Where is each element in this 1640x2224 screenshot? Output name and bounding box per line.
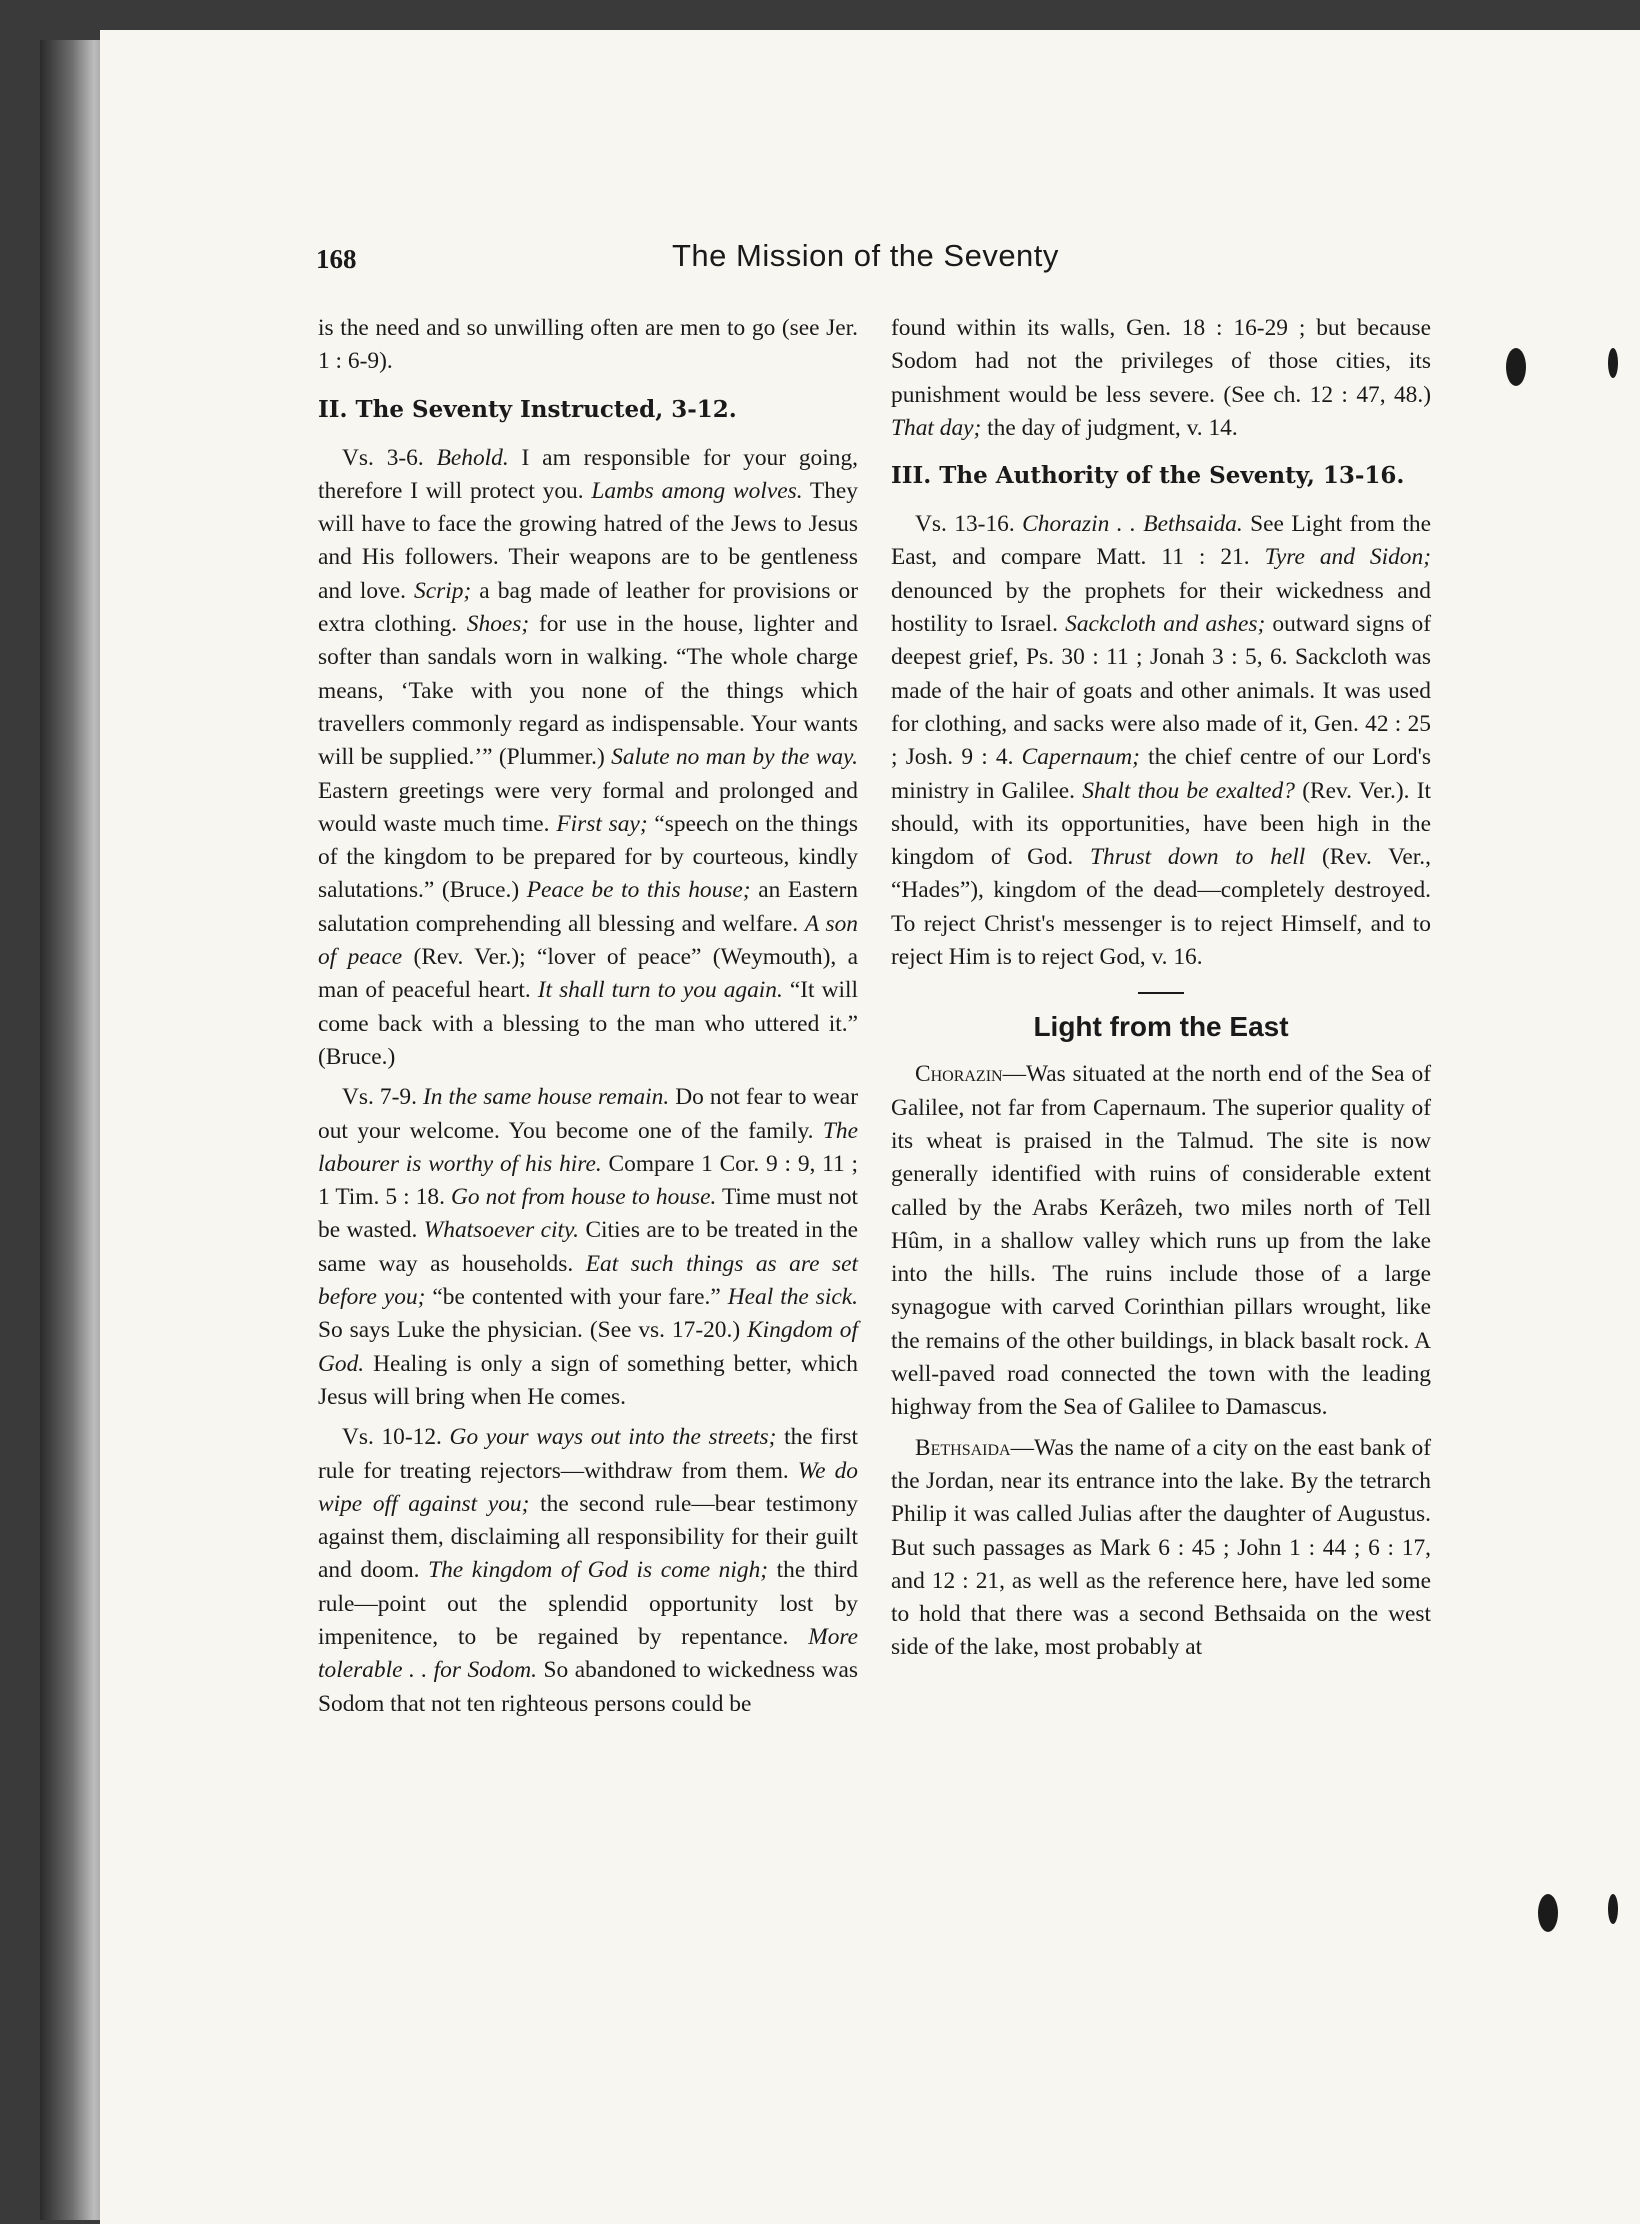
section-heading: III. The Authority of the Seventy, 13-16. <box>891 462 1405 490</box>
paragraph: is the need and so unwilling often are men to go (see Jer. 1 : 6-9). <box>318 315 858 375</box>
binding-hole-icon <box>1506 348 1526 386</box>
paragraph: found within its walls, Gen. 18 : 16-29 ; but because Sodom had not the privileges of those cities, its punishment would be less severe. (See ch. 12 : 47, 48.) That day; the day of judgment, v. 14. <box>891 315 1431 441</box>
entry-term: Bethsaida <box>915 1434 1011 1461</box>
section-divider <box>1138 992 1184 994</box>
page-number: 168 <box>316 244 357 274</box>
paragraph: Bethsaida—Was the name of a city on the east bank of the Jordan, near its entrance into the lake. By the tetrarch Philip it was called Julias after the daughter of Augustus. But such passages as Mark 6 : 45 ; John 1 : 44 ; 6 : 17, and 12 : 21, as well as the reference here, have led some to hold that there was a second Bethsaida on the west side of the lake, most probably at <box>891 1434 1431 1661</box>
running-head <box>316 238 1476 278</box>
paragraph: Vs. 3-6. Behold. I am responsible for your going, therefore I will protect you. Lambs among wolves. They will have to face the growing hatred of the Jews to Jesus and His followers. Their weapons are to be gentleness and love. Scrip; a bag made of leather for provisions or extra clothing. Shoes; for use in the house, lighter and softer than sandals worn in walking. “The whole charge means, ‘Take with you none of the things which travellers commonly regard as indispensable. Your wants will be supplied.’” (Plummer.) Salute no man by the way. Eastern greetings were very formal and prolonged and would waste much time. First say; “speech on the things of the kingdom to be prepared for by courteous, kindly salutations.” (Bruce.) Peace be to this house; an Eastern salutation comprehending all blessing and welfare. A son of peace (Rev. Ver.); “lover of peace” (Weymouth), a man of peaceful heart. It shall turn to you again. “It will come back with a blessing to the man who uttered it.” (Bruce.) <box>318 444 859 1070</box>
section-heading: II. The Seventy Instructed, 3-12. <box>318 395 737 423</box>
binding-hole-icon <box>1538 1894 1558 1932</box>
light-from-the-east-heading: Light from the East <box>1033 1011 1289 1043</box>
paragraph: Vs. 7-9. In the same house remain. Do not fear to wear out your welcome. You become one of the family. The labourer is worthy of his hire. Compare 1 Cor. 9 : 9, 11 ; 1 Tim. 5 : 18. Go not from house to house. Time must not be wasted. Whatsoever city. Cities are to be treated in the same way as households. Eat such things as are set before you; “be contented with your fare.” Heal the sick. So says Luke the physician. (See vs. 17-20.) Kingdom of God. Healing is only a sign of something better, which Jesus will bring when He comes. <box>318 1084 859 1410</box>
binding-hole-icon <box>1608 1894 1618 1924</box>
right-column <box>891 312 1431 1665</box>
left-column <box>318 312 858 1721</box>
binding-hole-icon <box>1608 348 1618 378</box>
paragraph: Vs. 10-12. Go your ways out into the streets; the first rule for treating rejectors—withdraw from them. We do wipe off against you; the second rule—bear testimony against them, disclaiming all responsibility for their guilt and doom. The kingdom of God is come nigh; the third rule—point out the splendid opportunity lost by impenitence, to be regained by repentance. More tolerable . . for Sodom. So abandoned to wickedness was Sodom that not ten righteous persons could be <box>318 1424 859 1717</box>
paragraph: Chorazin—Was situated at the north end of the Sea of Galilee, not far from Capernaum. The superior quality of its wheat is praised in the Talmud. The site is now generally identified with ruins of considerable extent called by the Arabs Kerâzeh, two miles north of Tell Hûm, in a shallow valley which runs up from the lake into the hills. The ruins include those of a large synagogue with carved Corinthian pillars wrought, like the remains of the other buildings, in black basalt rock. A well-paved road connected the town with the leading highway from the Sea of Galilee to Damascus. <box>891 1061 1431 1421</box>
page-title: The Mission of the Seventy <box>672 238 1059 273</box>
entry-term: Chorazin <box>915 1061 1003 1088</box>
paragraph: Vs. 13-16. Chorazin . . Bethsaida. See Light from the East, and compare Matt. 11 : 21. Tyre and Sidon; denounced by the prophets for their wickedness and hostility to Israel. Sackcloth and ashes; outward signs of deepest grief, Ps. 30 : 11 ; Jonah 3 : 5, 6. Sackcloth was made of the hair of goats and other animals. It was used for clothing, and sacks were also made of it, Gen. 42 : 25 ; Josh. 9 : 4. Capernaum; the chief centre of our Lord's ministry in Galilee. Shalt thou be exalted? (Rev. Ver.). It should, with its opportunities, have been high in the kingdom of God. Thrust down to hell (Rev. Ver., “Hades”), kingdom of the dead—completely destroyed. To reject Christ's messenger is to reject Himself, and to reject Him is to reject God, v. 16. <box>891 511 1432 971</box>
